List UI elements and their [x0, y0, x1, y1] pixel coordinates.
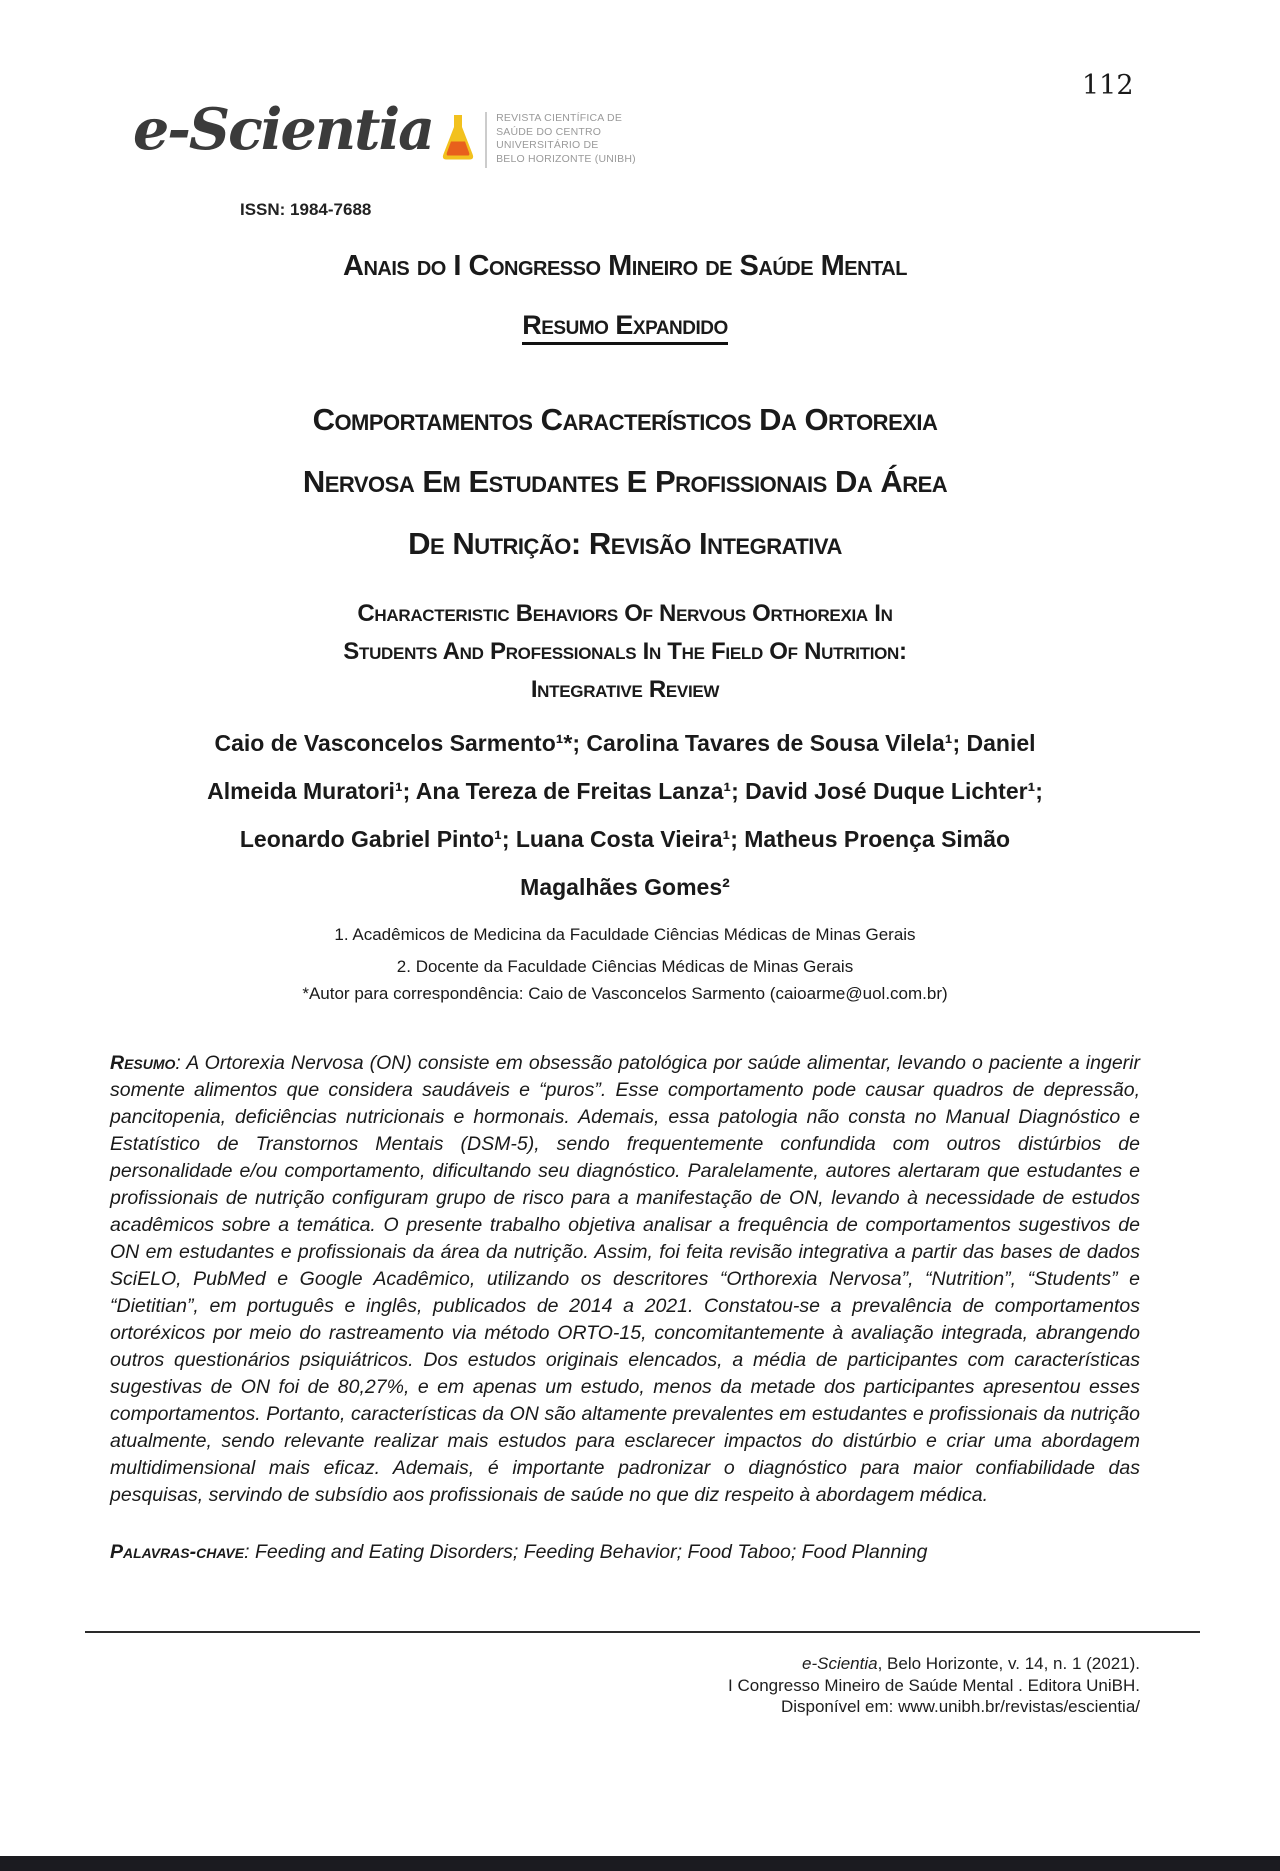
journal-wordmark: e-Scientia	[133, 96, 434, 163]
keywords-text: : Feeding and Eating Disorders; Feeding Behavior; Food Taboo; Food Planning	[244, 1541, 928, 1563]
abstract-text: : A Ortorexia Nervosa (ON) consiste em obsessão patológica por saúde alimentar, levando o paciente a ingerir somente alimentos que considera saudáveis e “puros”. Esse comportamento pode causar quadros de depressão, pancitopenia, deficiências nutricionais e hormonais. Ademais, essa patologia não consta no Manual Diagnóstico e Estatístico de Transtornos Mentais (DSM-5), sendo frequentemente confundida com outros distúrbios de personalidade e/ou comportamento, dificultando seu diagnóstico. Paralelamente, autores alertaram que estudantes e profissionais de nutrição configuram grupo de risco para a manifestação de ON, levando à necessidade de estudos acadêmicos sobre a temática. O presente trabalho objetiva analisar a frequência de comportamentos sugestivos de ON em estudantes e profissionais da área da nutrição. Assim, foi feita revisão integrativa a partir das bases de dados SciELO, PubMed e Google Acadêmico, utilizando os descritores “Orthorexia Nervosa”, “Nutrition”, “Students” e “Dietitian”, em português e inglês, publicados de 2014 a 2021. Constatou-se a prevalência de comportamentos ortoréxicos por meio do rastreamento via método ORTO-15, concomitantemente à avaliação integrada, abrangendo outros questionários psiquiátricos. Dos estudos originais elencados, a média de participantes com características sugestivas de ON foi de 80,27%, e em apenas um estudo, menos da metade dos participantes apresentou esses comportamentos. Portanto, características da ON são altamente prevalentes em estudantes e profissionais da nutrição atualmente, sendo relevante realizar mais estudos para esclarecer impactos do distúrbio e criar uma abordagem multidimensional mais eficaz. Ademais, é importante padronizar o diagnóstico para maior confiabilidade das pesquisas, servindo de subsídio aos profissionais de saúde no que diz respeito à abordagem médica.	[110, 1052, 1140, 1506]
author-line: Leonardo Gabriel Pinto¹; Luana Costa Vieira¹; Matheus Proença Simão	[239, 826, 1011, 852]
keywords-label: Palavras-chave	[110, 1541, 245, 1563]
article-content	[110, 0, 1140, 1564]
bottom-bar	[0, 1856, 1280, 1871]
article-title-en	[110, 595, 1140, 709]
affiliation-line: 1. Acadêmicos de Medicina da Faculdade Ciências Médicas de Minas Gerais	[334, 925, 916, 944]
title-pt-line: De Nutrição: Revisão Integrativa	[408, 526, 842, 561]
title-en-line: Students And Professionals In The Field Of Nutrition:	[343, 638, 907, 665]
keywords-line	[110, 1541, 1140, 1564]
correspondence-note: *Autor para correspondência: Caio de Vasconcelos Sarmento (caioarme@uol.com.br)	[302, 984, 948, 1003]
footer-journal-name: e-Scientia	[802, 1654, 878, 1673]
author-line: Almeida Muratori¹; Ana Tereza de Freitas Lanza¹; David José Duque Lichter¹;	[207, 778, 1043, 804]
issn-label: ISSN: 1984-7688	[240, 200, 372, 219]
congress-title: Anais do I Congresso Mineiro de Saúde Mental	[343, 250, 907, 282]
section-label-wrap	[110, 310, 1140, 345]
article-title-pt	[110, 389, 1140, 575]
title-pt-line: Comportamentos Característicos Da Ortorexia	[312, 402, 938, 437]
author-list	[110, 719, 1140, 911]
footer-citation-line2: I Congresso Mineiro de Saúde Mental . Editora UniBH.	[728, 1675, 1140, 1695]
title-pt-line: Nervosa Em Estudantes E Profissionais Da Área	[302, 464, 948, 499]
abstract-label: Resumo	[110, 1052, 176, 1074]
title-en-line: Integrative Review	[530, 676, 720, 703]
page-number: 112	[1082, 70, 1134, 101]
footer-citation-line1	[110, 1653, 1140, 1675]
tagline-line: BELO HORIZONTE (UNIBH)	[496, 152, 636, 165]
affiliations	[110, 919, 1140, 983]
section-label: Resumo Expandido	[522, 310, 728, 345]
abstract-paragraph	[110, 1050, 1140, 1509]
footer-divider	[85, 1631, 1200, 1633]
title-en-line: Characteristic Behaviors Of Nervous Orthorexia In	[357, 600, 893, 627]
footer-citation	[110, 1653, 1140, 1718]
tagline-line: SAÚDE DO CENTRO	[496, 125, 602, 138]
tagline-line: UNIVERSITÁRIO DE	[496, 139, 599, 151]
footer-citation-line3: Disponível em: www.unibh.br/revistas/escientia/	[780, 1697, 1140, 1716]
tagline-line: REVISTA CIENTÍFICA DE	[496, 112, 623, 124]
footer-citation-rest: , Belo Horizonte, v. 14, n. 1 (2021).	[877, 1654, 1140, 1673]
author-line: Caio de Vasconcelos Sarmento¹*; Carolina Tavares de Sousa Vilela¹; Daniel	[214, 730, 1036, 756]
author-line: Magalhães Gomes²	[520, 874, 730, 900]
affiliation-line: 2. Docente da Faculdade Ciências Médicas de Minas Gerais	[396, 957, 854, 976]
